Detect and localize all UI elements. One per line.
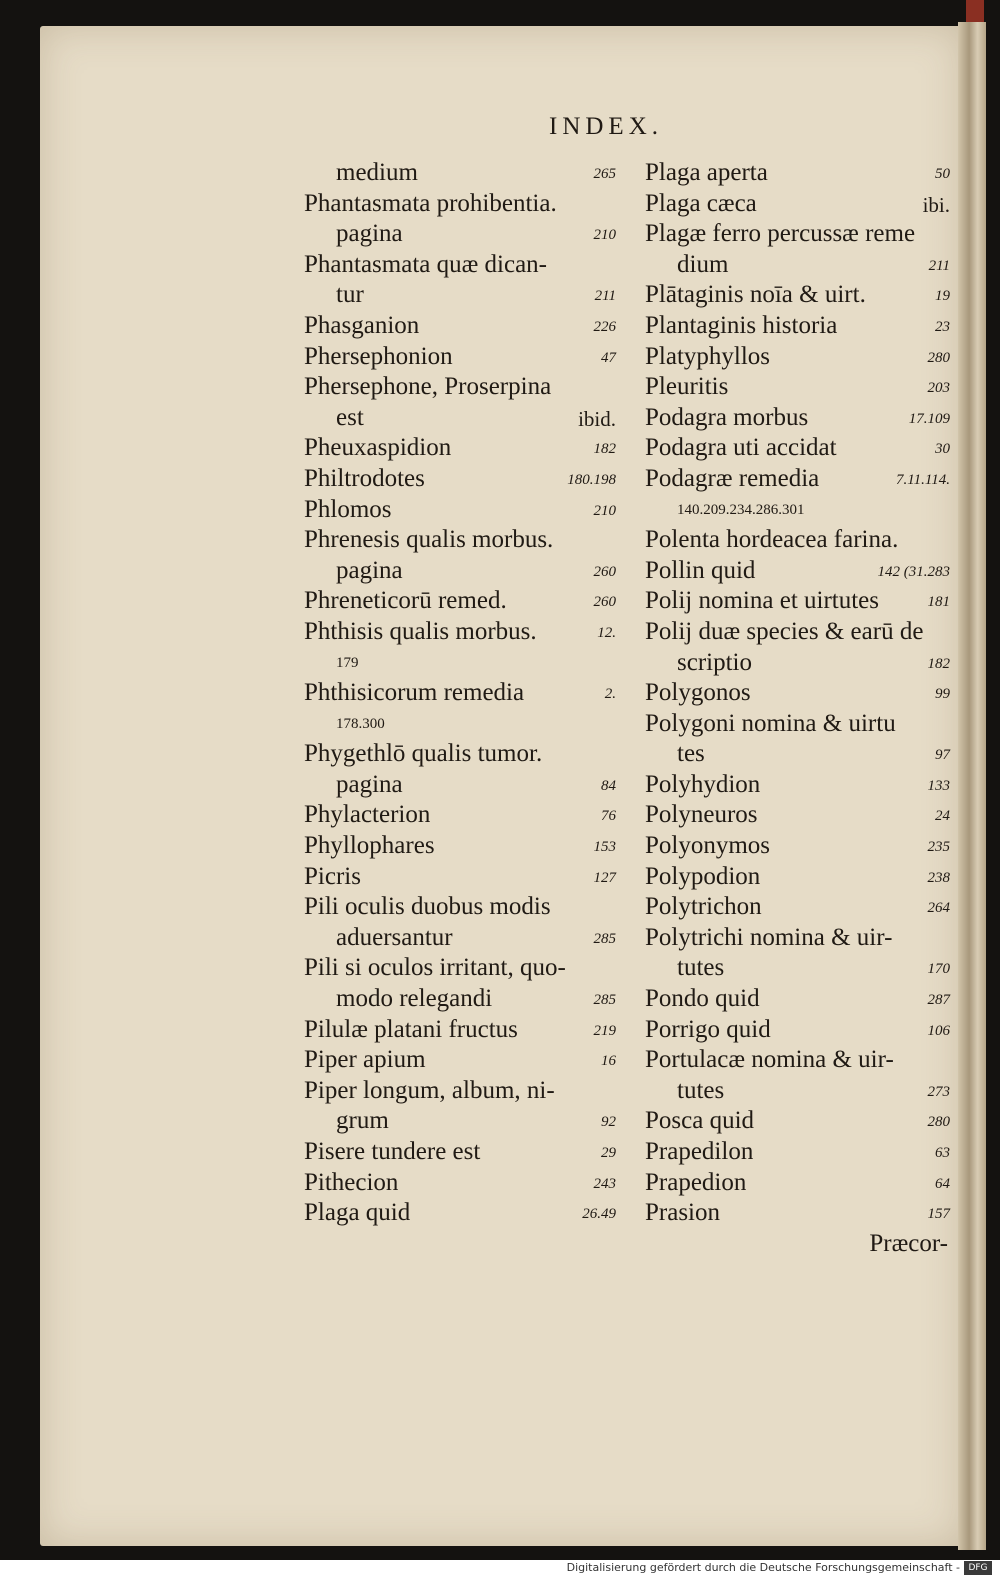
entry-term: Polygonos [645,679,751,707]
index-entry [304,1198,616,1229]
entry-term: pagina [336,770,403,798]
entry-page-ref: 180.198 [567,471,616,488]
index-entry [645,1137,950,1168]
index-entry [645,892,950,923]
entry-page-ref: 235 [927,839,950,856]
index-entry [645,403,950,434]
entry-term: Polenta hordeacea farina. [645,526,899,554]
index-entry [645,372,950,403]
entry-term: Phygethlō qualis tumor. [304,740,543,768]
index-entry [304,158,616,189]
entry-term: Polij duæ species & earū de [645,617,924,645]
entry-term: Pollin quid [645,556,756,584]
bookmark-ribbon [966,0,984,24]
entry-term: Polygoni nomina & uirtu [645,709,896,737]
index-entry [645,525,950,556]
entry-term: Phantasmata quæ dican- [304,250,547,278]
entry-term: Prasion [645,1199,720,1227]
index-column-left [304,158,616,1229]
index-entry [304,464,616,495]
entry-page-ref: 133 [927,777,950,794]
entry-term: Phlomos [304,495,392,523]
entry-term: Podagræ remedia [645,464,820,492]
index-entry [645,280,950,311]
index-entry [304,311,616,342]
entry-page-ref: ibid. [578,406,616,431]
index-entry [304,1015,616,1046]
entry-page-ref: 64 [935,1175,950,1192]
entry-term: Phantasmata prohibentia. [304,189,557,217]
index-entry [304,495,616,526]
index-entry [304,372,616,403]
entry-term: Platyphyllos [645,342,771,370]
entry-term: Philtrodotes [304,464,425,492]
entry-page-ref: 182 [593,441,616,458]
dfg-logo: DFG [964,1561,992,1575]
index-entry [304,862,616,893]
entry-term: Polyneuros [645,801,758,829]
index-entry [304,1045,616,1076]
entry-page-ref: 106 [927,1022,950,1039]
entry-page-ref: 92 [601,1114,616,1131]
entry-term: tes [677,740,705,768]
entry-page-ref: 203 [927,380,950,397]
entry-term: 140.209.234.286.301 [677,501,805,518]
entry-term: tutes [677,954,725,982]
index-entry [304,953,616,984]
index-entry [645,1015,950,1046]
entry-page-ref: 181 [927,594,950,611]
index-entry [304,1168,616,1199]
index-entry [645,1198,950,1229]
entry-term: Plantaginis historia [645,311,838,339]
entry-term: Plātaginis noīa & uirt. [645,281,866,309]
entry-page-ref: 243 [593,1175,616,1192]
index-entry [645,556,950,587]
entry-term: Polyonymos [645,832,771,860]
entry-term: 178.300 [336,715,385,732]
index-entry [304,1076,616,1107]
index-entry [304,800,616,831]
index-entry [304,831,616,862]
entry-page-ref: 26.49 [582,1206,616,1223]
entry-term: Pheuxaspidion [304,434,452,462]
entry-term: Plaga cæca [645,189,757,217]
entry-term: Plaga quid [304,1199,411,1227]
entry-page-ref: 211 [928,257,950,274]
index-entry [304,189,616,220]
entry-term: tutes [677,1076,725,1104]
entry-page-ref: 19 [935,288,950,305]
entry-page-ref: 260 [593,563,616,580]
entry-term: Phasganion [304,311,420,339]
entry-page-ref: 265 [593,166,616,182]
index-entry [645,678,950,709]
entry-page-ref: 30 [935,441,950,458]
index-entry [645,923,950,954]
entry-term: Porrigo quid [645,1015,771,1043]
entry-term: Prapedilon [645,1138,754,1165]
entry-term: Pleuritis [645,373,729,401]
entry-term: Phersephonion [304,342,453,370]
index-entry [304,923,616,954]
page-edges [958,22,986,1550]
entry-term: Phersephone, Proserpina [304,373,552,401]
entry-term: Polytrichon [645,893,762,921]
catchword: Præcor- [869,1230,948,1257]
entry-term: Piper longum, album, ni- [304,1076,555,1104]
entry-term: Plaga aperta [645,159,768,186]
entry-term: Prapedion [645,1168,747,1196]
entry-term: Phyllophares [304,832,435,860]
index-entry [645,1106,950,1137]
index-entry [645,953,950,984]
index-entry [304,739,616,770]
index-entry [645,800,950,831]
index-entry [304,709,616,740]
index-entry [304,770,616,801]
running-head: INDEX. [549,113,664,140]
index-entry [645,586,950,617]
index-entry [645,189,950,220]
entry-page-ref: 285 [593,992,616,1009]
entry-term: est [336,403,364,431]
entry-page-ref: 47 [601,349,616,366]
entry-term: scriptio [677,648,752,676]
entry-page-ref: ibi. [922,192,950,217]
index-entry [645,617,950,648]
index-entry [645,709,950,740]
index-entry [304,556,616,587]
index-entry [304,984,616,1015]
entry-page-ref: 153 [593,839,616,856]
entry-page-ref: 210 [593,502,616,519]
entry-page-ref: 260 [593,594,616,611]
index-entry [304,892,616,923]
entry-term: medium [336,159,418,186]
index-entry [304,280,616,311]
entry-page-ref: 273 [927,1083,950,1100]
index-entry [645,770,950,801]
entry-term: Phreneticorū remed. [304,587,507,615]
index-entry [645,1076,950,1107]
entry-term: pagina [336,220,403,248]
entry-page-ref: 50 [935,166,950,182]
entry-term: Phylacterion [304,801,431,829]
index-entry [304,1137,616,1168]
entry-term: Pisere tundere est [304,1138,481,1165]
entry-page-ref: 238 [927,869,950,886]
index-entry [645,311,950,342]
entry-term: Polytrichi nomina & uir- [645,923,893,951]
entry-page-ref: 84 [601,777,616,794]
entry-term: modo relegandi [336,985,493,1013]
index-entry [304,648,616,679]
index-entry [304,586,616,617]
entry-page-ref: 182 [927,655,950,672]
entry-page-ref: 157 [927,1206,950,1223]
entry-term: 179 [336,654,359,671]
index-entry [304,219,616,250]
index-entry [645,1168,950,1199]
index-entry [304,678,616,709]
entry-term: tur [336,281,364,309]
entry-page-ref: 76 [601,808,616,825]
entry-page-ref: 280 [927,349,950,366]
entry-page-ref: 285 [593,930,616,947]
index-entry [645,342,950,373]
entry-term: Piper apium [304,1046,426,1074]
index-entry [645,250,950,281]
index-entry [645,158,950,189]
entry-page-ref: 7.11.114. [895,471,950,488]
entry-term: Pondo quid [645,985,760,1013]
entry-page-ref: 210 [593,227,616,244]
index-entry [304,1106,616,1137]
entry-term: Pili si oculos irritant, quo- [304,954,566,982]
index-entry [645,433,950,464]
index-entry [304,342,616,373]
entry-term: Podagra uti accidat [645,434,837,462]
entry-term: Plagæ ferro percussæ reme [645,220,916,248]
entry-page-ref: 287 [927,992,950,1009]
entry-term: grum [336,1107,389,1135]
index-entry [304,403,616,434]
entry-term: Pili oculis duobus modis [304,893,551,921]
entry-term: pagina [336,556,403,584]
index-entry [645,862,950,893]
index-entry [304,525,616,556]
entry-page-ref: 211 [594,288,616,305]
entry-term: Phthisis qualis morbus. [304,617,537,645]
index-entry [645,1045,950,1076]
index-column-right [645,158,950,1229]
index-entry [645,648,950,679]
index-entry [304,433,616,464]
index-entry [645,739,950,770]
entry-term: Polypodion [645,862,761,890]
entry-page-ref: 99 [935,686,950,703]
entry-page-ref: 24 [935,808,950,825]
index-entry [645,984,950,1015]
entry-term: Pithecion [304,1168,399,1196]
entry-term: Podagra morbus [645,403,809,431]
entry-page-ref: 2. [604,686,616,703]
entry-page-ref: 23 [935,318,950,335]
entry-term: dium [677,250,729,278]
entry-page-ref: 219 [593,1022,616,1039]
entry-term: Posca quid [645,1107,755,1135]
entry-page-ref: 226 [593,318,616,335]
entry-term: Picris [304,862,361,890]
entry-page-ref: 142 (31.283 [877,563,950,580]
entry-page-ref: 280 [927,1114,950,1131]
entry-page-ref: 170 [927,961,950,978]
entry-term: Portulacæ nomina & uir- [645,1046,894,1074]
index-entry [645,831,950,862]
entry-page-ref: 97 [935,747,950,764]
entry-term: Polyhydion [645,770,761,798]
index-entry [645,464,950,495]
entry-page-ref: 63 [935,1145,950,1161]
entry-page-ref: 127 [593,869,616,886]
index-entry [645,495,950,526]
entry-term: Pilulæ platani fructus [304,1015,518,1043]
entry-page-ref: 12. [597,624,616,641]
index-entry [304,250,616,281]
entry-page-ref: 29 [601,1145,616,1161]
index-entry [645,219,950,250]
footer-credit: Digitalisierung gefördert durch die Deutsche Forschungsgemeinschaft - [566,1561,960,1574]
entry-page-ref: 16 [601,1053,616,1070]
index-entry [304,617,616,648]
entry-term: Phthisicorum remedia [304,679,525,707]
entry-term: Phrenesis qualis morbus. [304,526,554,554]
entry-page-ref: 264 [927,900,950,917]
entry-page-ref: 17.109 [908,410,950,427]
entry-term: Polij nomina et uirtutes [645,587,880,615]
entry-term: aduersantur [336,923,453,951]
